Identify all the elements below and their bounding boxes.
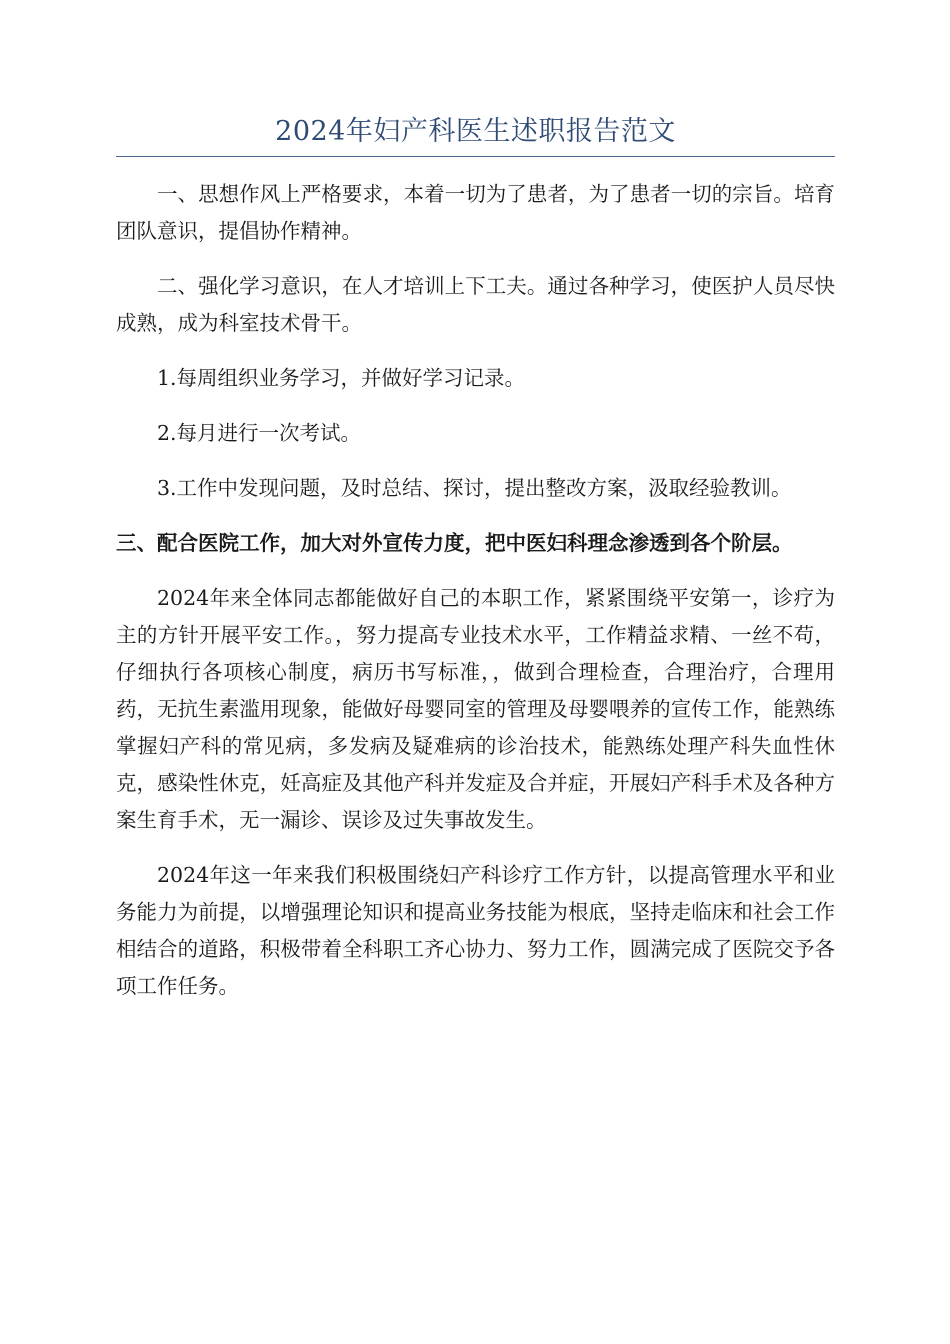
paragraph-3: 2024年来全体同志都能做好自己的本职工作，紧紧围绕平安第一，诊疗为主的方针开展平安工作。，努力提高专业技术水平，工作精益求精、一丝不苟，仔细执行各项核心制度，病历书写标准，，做到合理检查，合理治疗，合理用药，无抗生素滥用现象，能做好母婴同室的管理及母婴喂养的宣传工作，能熟练掌握妇产科的常见病，多发病及疑难病的诊治技术，能熟练处理产科失血性休克，感染性休克，妊高症及其他产科并发症及合并症，开展妇产科手术及各种方案生育手术，无一漏诊、误诊及过失事故发生。 (116, 586, 835, 832)
list-item-2: 2.每月进行一次考试。 (157, 421, 362, 445)
paragraph-2: 二、强化学习意识，在人才培训上下工夫。通过各种学习，使医护人员尽快成熟，成为科室技术骨干。 (116, 274, 835, 335)
section-heading-3: 三、配合医院工作，加大对外宣传力度，把中医妇科理念渗透到各个阶层。 (116, 531, 793, 555)
paragraph-4: 2024年这一年来我们积极围绕妇产科诊疗工作方针，以提高管理水平和业务能力为前提，以增强理论知识和提高业务技能为根底，坚持走临床和社会工作相结合的道路，积极带着全科职工齐心协力、努力工作，圆满完成了医院交予各项工作任务。 (116, 863, 835, 998)
paragraph-1: 一、思想作风上严格要求，本着一切为了患者，为了患者一切的宗旨。培育团队意识，提倡协作精神。 (116, 182, 835, 243)
document-body (116, 176, 835, 1023)
list-item-1: 1.每周组织业务学习，并做好学习记录。 (157, 366, 526, 390)
list-item-3: 3.工作中发现问题，及时总结、探讨，提出整改方案，汲取经验教训。 (157, 476, 792, 500)
title-block (116, 108, 835, 157)
document-title: 2024年妇产科医生述职报告范文 (275, 116, 676, 147)
